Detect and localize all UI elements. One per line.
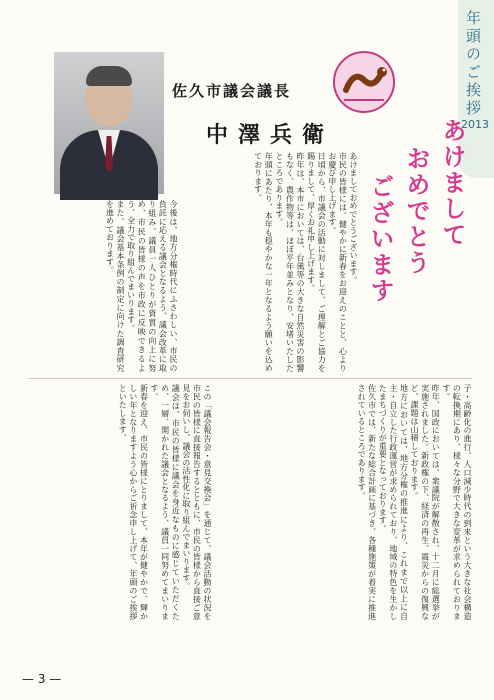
section-year: 2013 xyxy=(461,118,489,131)
speaker-name: 中澤兵衛 xyxy=(206,122,335,148)
greeting-line-1: あけまして xyxy=(438,118,466,248)
page-number: — 3 — xyxy=(22,672,62,686)
speaker-photo xyxy=(54,52,191,252)
article-column-3: 今後は、地方分権時代にふさわしい、市民の負託に応える議会となるよう、議会改革に取り組み、議員一人ひとりが資質の向上に努め、市民の皆様の声を市政に反映できるよう、全力で取り組んでまいります。 また、議会基本条例の制定に向けた調査研究を進めております。 xyxy=(105,200,178,372)
snake-mascot-icon xyxy=(332,50,396,114)
speaker-role: 佐久市議会議長 xyxy=(172,82,292,100)
column-divider xyxy=(28,378,472,379)
article-column-2: この「議会報告会・意見交換会」を通じて、議会活動の状況を市民の皆様に直接報告するとともに、市民の皆様から直接ご意見をお伺いし、議会の活性化に取り組んでまいります。 議会は、市民の皆様に議会を身近なものに感じていただくため、一層、開かれた議会となるよう、議員一同努めてまいります。 新春を迎え、市民の皆様にとりまして、本年が健やかで、輝かしい年となりますよう心からご祈念申し上げて、年頭のご挨拶といたします。 xyxy=(118,384,212,620)
greeting-line-3: ございます xyxy=(366,174,394,304)
photo-caption: 議 長 xyxy=(176,229,191,252)
article-intro: あけましておめでとうございます。 市民の皆様には、健やかに新春をお迎えのことと、心よりお慶び申し上げます。 日頃から、市議会の活動に対しまして、ご理解とご協力を賜りまして、厚くお礼申し上げます。 昨年は、本市においては、台風等の大きな自然災害の影響もなく、農作物等は、ほぼ平年並みとなり、安堵いたしたところであります。 年頭にあたり、本年も穏やかな一年となるよう願いを込めております。 xyxy=(253,152,358,372)
greeting-line-2: おめでとう xyxy=(402,146,430,276)
section-title: 年頭のご挨拶 xyxy=(464,10,482,118)
article-column-1: 子・高齢化の進行、人口減少時代の到来という大きな社会構造の転換期にあり、様々な分野で大きな変革が求められております。 昨年、国政においては、衆議院が解散され、十二月に総選挙が実施されました。新政権の下、経済の再生、震災からの復興など、課題は山積しております。 地方においては、地方分権の推進により、これまで以上に自主・自立した行政運営が求められており、地域の特色を生かしたまちづくりが重要となっております。 佐久市では、新たな総合計画に基づき、各種施策が着実に推進されているところであります。 xyxy=(357,384,472,620)
